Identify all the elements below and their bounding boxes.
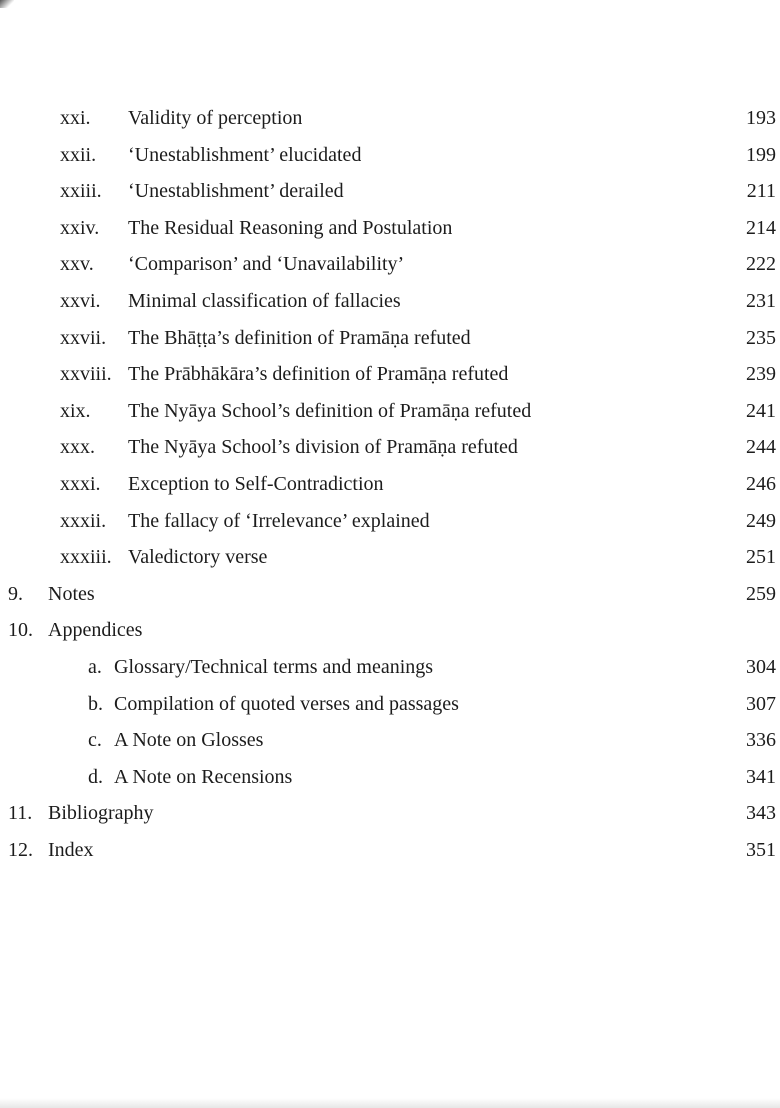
toc-entry <box>0 320 776 357</box>
entry-title: The fallacy of ‘Irrelevance’ explained <box>128 509 430 532</box>
entry-numeral: xxvi. <box>60 289 101 312</box>
entry-title: ‘Unestablishment’ elucidated <box>128 143 362 166</box>
entry-numeral: xxvii. <box>60 326 107 349</box>
toc-entry <box>0 686 776 723</box>
entry-title: Glossary/Technical terms and meanings <box>114 655 434 678</box>
entry-title: Exception to Self-Contradiction <box>128 472 384 495</box>
entry-page-number: 351 <box>746 838 776 861</box>
entry-numeral: xxii. <box>60 143 97 166</box>
toc-entry <box>0 283 776 320</box>
entry-title: Minimal classification of fallacies <box>128 289 401 312</box>
entry-page-number: 304 <box>746 655 776 678</box>
entry-page-number: 259 <box>746 582 776 605</box>
entry-title: The Nyāya School’s definition of Pramāṇa refuted <box>128 399 532 422</box>
entry-numeral: xxviii. <box>60 363 112 386</box>
toc-entry <box>0 722 776 759</box>
entry-numeral: 10. <box>8 619 33 642</box>
entry-title: Valedictory verse <box>128 546 268 569</box>
entry-page-number: 341 <box>746 765 776 788</box>
entry-page-number: 246 <box>746 472 776 495</box>
entry-numeral: a. <box>88 655 102 678</box>
entry-title: Validity of perception <box>128 107 303 129</box>
entry-title: Appendices <box>48 619 143 642</box>
toc-entry <box>0 795 776 832</box>
entry-page-number: 199 <box>746 143 776 166</box>
entry-numeral: xxv. <box>60 253 94 276</box>
entry-title: A Note on Glosses <box>114 729 264 752</box>
entry-title: The Bhāṭṭa’s definition of Pramāṇa refuted <box>128 326 471 349</box>
entry-title: A Note on Recensions <box>114 765 293 788</box>
toc-entry <box>0 356 776 393</box>
entry-title: Notes <box>48 582 95 605</box>
scan-artifact-bottom-edge <box>0 1098 780 1108</box>
toc-entry <box>0 612 776 649</box>
entry-page-number: 343 <box>746 802 776 825</box>
toc-entry <box>0 137 776 174</box>
entry-page-number: 241 <box>746 399 776 422</box>
toc-entry <box>0 466 776 503</box>
entry-numeral: xxi. <box>60 107 91 129</box>
entry-page-number: 249 <box>746 509 776 532</box>
entry-title: ‘Unestablishment’ derailed <box>128 180 344 203</box>
entry-numeral: xxx. <box>60 436 95 459</box>
entry-numeral: b. <box>88 692 103 715</box>
entry-page-number: 214 <box>746 216 776 239</box>
toc-entry <box>0 393 776 430</box>
entry-title: Compilation of quoted verses and passages <box>114 692 459 715</box>
entry-title: Index <box>48 838 94 861</box>
entry-page-number: 193 <box>746 107 776 129</box>
toc-entry <box>0 576 776 613</box>
entry-title: ‘Comparison’ and ‘Unavailability’ <box>128 253 405 276</box>
entry-numeral: 9. <box>8 582 23 605</box>
toc-entry <box>0 832 776 869</box>
toc-entry <box>0 539 776 576</box>
toc-entry <box>0 429 776 466</box>
entry-page-number: 231 <box>746 289 776 312</box>
toc-entry <box>0 173 776 210</box>
toc-entry <box>0 503 776 540</box>
entry-numeral: xxiv. <box>60 216 100 239</box>
toc-entry <box>0 246 776 283</box>
entry-page-number: 211 <box>746 180 776 203</box>
scan-artifact-corner <box>0 0 14 8</box>
entry-page-number: 222 <box>746 253 776 276</box>
entry-numeral: xxxiii. <box>60 546 112 569</box>
entry-numeral: 11. <box>8 802 33 825</box>
entry-title: Bibliography <box>48 802 154 825</box>
entry-title: The Residual Reasoning and Postulation <box>128 216 453 239</box>
table-of-contents <box>0 100 780 868</box>
entry-numeral: c. <box>88 729 102 752</box>
toc-entry <box>0 759 776 796</box>
entry-numeral: xxxii. <box>60 509 107 532</box>
entry-page-number: 251 <box>746 546 776 569</box>
entry-page-number: 307 <box>746 692 776 715</box>
entry-numeral: 12. <box>8 838 33 861</box>
entry-numeral: xxxi. <box>60 472 101 495</box>
entry-title: The Nyāya School’s division of Pramāṇa refuted <box>128 436 518 459</box>
entry-page-number: 336 <box>746 729 776 752</box>
entry-numeral: xix. <box>60 399 91 422</box>
entry-page-number: 239 <box>746 363 776 386</box>
entry-numeral: xxiii. <box>60 180 102 203</box>
entry-title: The Prābhākāra’s definition of Pramāṇa refuted <box>128 363 509 386</box>
entry-page-number: 244 <box>746 436 776 459</box>
toc-entry <box>0 649 776 686</box>
entry-numeral: d. <box>88 765 103 788</box>
entry-page-number: 235 <box>746 326 776 349</box>
toc-entry <box>0 100 776 137</box>
toc-entry <box>0 210 776 247</box>
